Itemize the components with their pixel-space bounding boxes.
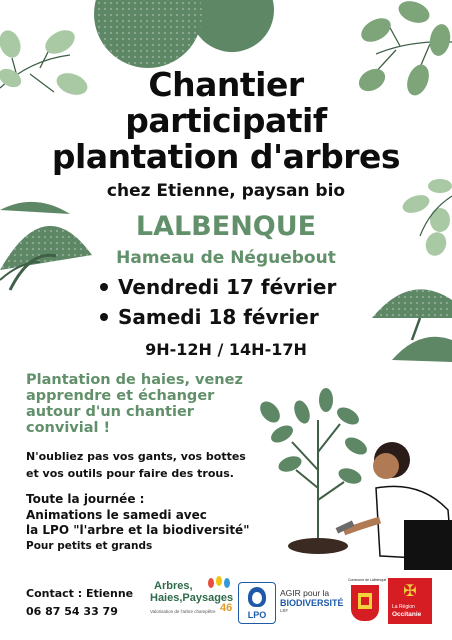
date-label: Samedi 18 février <box>118 305 319 329</box>
logo-commune-lalbenque: Commune de Lalbenque <box>348 578 382 624</box>
contact-phone: 06 87 54 33 79 <box>26 605 118 618</box>
hamlet-name: Hameau de Néguebout <box>116 248 336 268</box>
town-name: LALBENQUE <box>135 211 317 242</box>
logo-lpo: LPO <box>238 582 276 624</box>
event-line: la LPO "l'arbre et la biodiversité" <box>26 523 250 537</box>
invite-line: apprendre et échanger <box>26 388 215 404</box>
canopy-top-center-icon <box>94 0 274 68</box>
invite-line: convivial ! <box>26 420 111 436</box>
bullet-icon <box>100 313 108 321</box>
event-line: Animations le samedi avec <box>26 507 207 522</box>
contact-block <box>26 585 133 621</box>
invite-line: Plantation de haies, venez <box>26 372 243 388</box>
title-line-1: Chantier <box>148 65 304 104</box>
event-audience: Pour petits et grands <box>26 539 153 552</box>
reminder-line: N'oubliez pas vos gants, vos bottes <box>26 450 246 463</box>
logo-agir-biodiversite: AGIR pour la BIODIVERSITÉ LBF <box>280 588 344 613</box>
date-item-1 <box>100 275 336 299</box>
date-label: Vendredi 17 février <box>118 275 337 299</box>
date-item-2 <box>100 305 319 329</box>
logo-arbres-haies-paysages: Arbres, Haies,Paysages 46 Valorisation de l'arbre champêtre <box>150 580 234 624</box>
shield-icon <box>351 585 379 621</box>
invite-line: autour d'un chantier <box>26 404 194 420</box>
event-paragraph <box>26 492 306 554</box>
contact-label: Contact : Etienne <box>26 587 134 600</box>
reminder-line: et vos outils pour faire des trous. <box>26 467 234 480</box>
invite-paragraph <box>26 372 276 436</box>
bullet-icon <box>100 283 108 291</box>
opening-hours: 9H-12H / 14H-17H <box>145 340 307 359</box>
occitan-cross-icon: ✠ <box>403 583 417 600</box>
event-line: Toute la journée : <box>26 492 145 506</box>
reminder-paragraph <box>26 448 286 482</box>
title-line-3: plantation d'arbres <box>51 137 401 176</box>
title-line-2: participatif <box>125 101 327 140</box>
subtitle: chez Etienne, paysan bio <box>106 181 346 201</box>
logo-region-occitanie: ✠ La Région Occitanie <box>388 578 432 624</box>
